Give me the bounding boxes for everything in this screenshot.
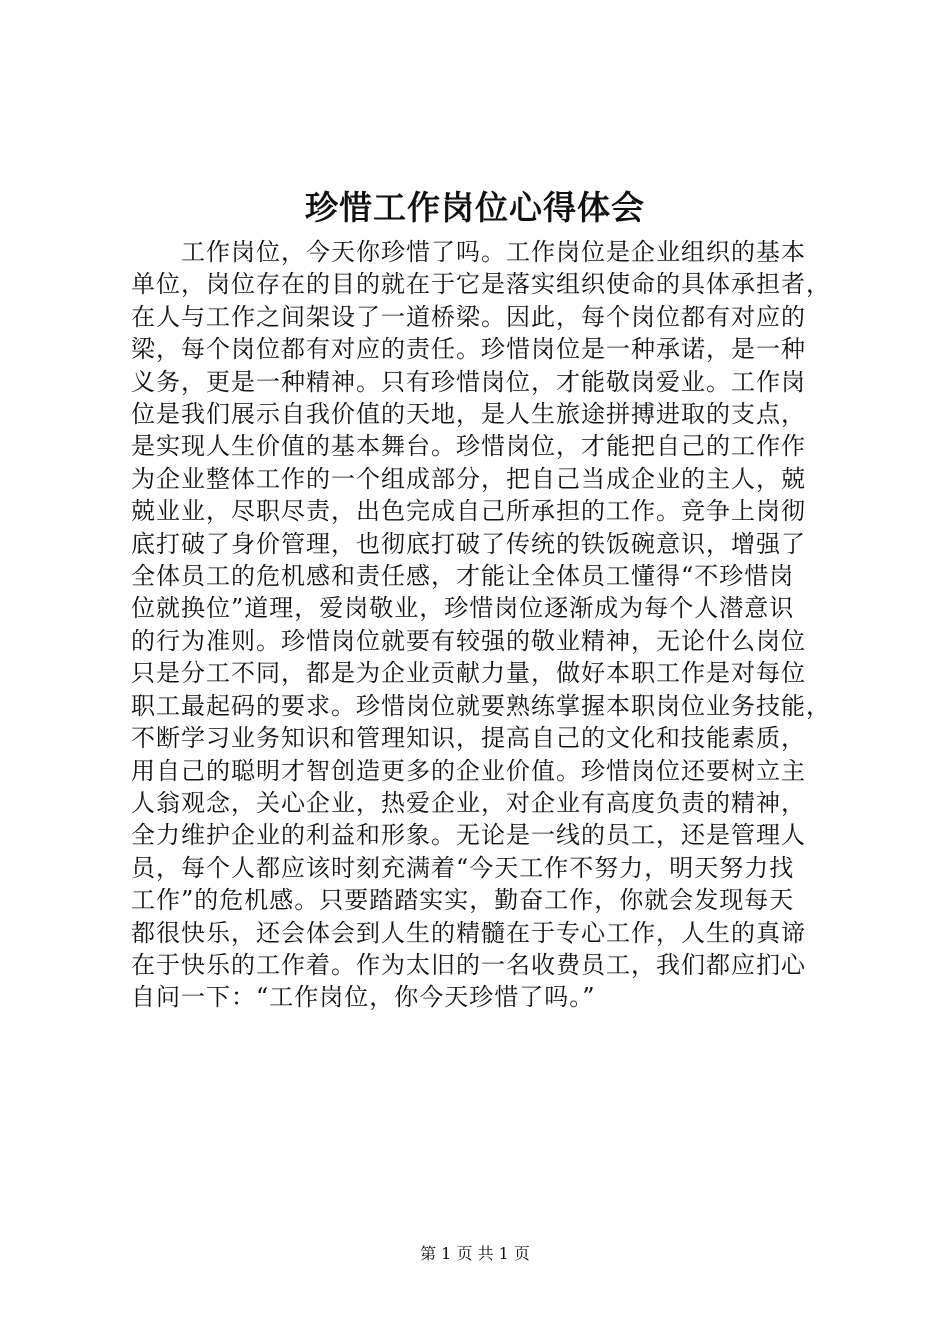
body-line: 梁，每个岗位都有对应的责任。珍惜岗位是一种承诺，是一种 bbox=[131, 335, 806, 364]
body-line: 的行为准则。珍惜岗位就要有较强的敬业精神，无论什么岗位 bbox=[131, 626, 806, 655]
body-line: 全体员工的危机感和责任感，才能让全体员工懂得“不珍惜岗 bbox=[131, 562, 795, 591]
body-line: 用自己的聪明才智创造更多的企业价值。珍惜岗位还要树立主 bbox=[131, 756, 806, 785]
body-line: 单位，岗位存在的目的就在于它是落实组织使命的具体承担者， bbox=[131, 270, 831, 299]
body-line: 位就换位”道理，爱岗敬业，珍惜岗位逐渐成为每个人潜意识 bbox=[131, 594, 795, 623]
body-line: 全力维护企业的利益和形象。无论是一线的员工，还是管理人 bbox=[131, 821, 806, 850]
body-line: 为企业整体工作的一个组成部分，把自己当成企业的主人，兢 bbox=[131, 464, 806, 493]
body-line: 自问一下：“工作岗位，你今天珍惜了吗。” bbox=[131, 983, 596, 1012]
body-line: 不断学习业务知识和管理知识，提高自己的文化和技能素质， bbox=[131, 724, 806, 753]
body-line: 是实现人生价值的基本舞台。珍惜岗位，才能把自己的工作作 bbox=[131, 432, 806, 461]
body-line: 义务，更是一种精神。只有珍惜岗位，才能敬岗爱业。工作岗 bbox=[131, 367, 806, 396]
document-title: 珍惜工作岗位心得体会 bbox=[305, 188, 645, 227]
body-line: 在人与工作之间架设了一道桥梁。因此，每个岗位都有对应的 bbox=[131, 302, 806, 331]
body-line: 职工最起码的要求。珍惜岗位就要熟练掌握本职岗位业务技能， bbox=[131, 691, 831, 720]
body-line: 工作”的危机感。只要踏踏实实，勤奋工作，你就会发现每天 bbox=[131, 886, 795, 915]
body-line: 位是我们展示自我价值的天地，是人生旅途拼搏进取的支点， bbox=[131, 400, 806, 429]
body-line: 在于快乐的工作着。作为太旧的一名收费员工，我们都应扪心 bbox=[131, 950, 806, 979]
body-line: 只是分工不同，都是为企业贡献力量，做好本职工作是对每位 bbox=[131, 659, 806, 688]
body-line: 底打破了身价管理，也彻底打破了传统的铁饭碗意识，增强了 bbox=[131, 529, 806, 558]
document-body bbox=[131, 236, 847, 1014]
page-footer: 第 1 页 共 1 页 bbox=[420, 1244, 530, 1263]
body-line: 人翁观念，关心企业，热爱企业，对企业有高度负责的精神， bbox=[131, 788, 806, 817]
body-line: 兢业业，尽职尽责，出色完成自己所承担的工作。竞争上岗彻 bbox=[131, 497, 806, 526]
body-line: 员，每个人都应该时刻充满着“今天工作不努力，明天努力找 bbox=[131, 853, 795, 882]
body-line: 工作岗位，今天你珍惜了吗。工作岗位是企业组织的基本 bbox=[131, 238, 806, 266]
body-line: 都很快乐，还会体会到人生的精髓在于专心工作，人生的真谛 bbox=[131, 918, 806, 947]
